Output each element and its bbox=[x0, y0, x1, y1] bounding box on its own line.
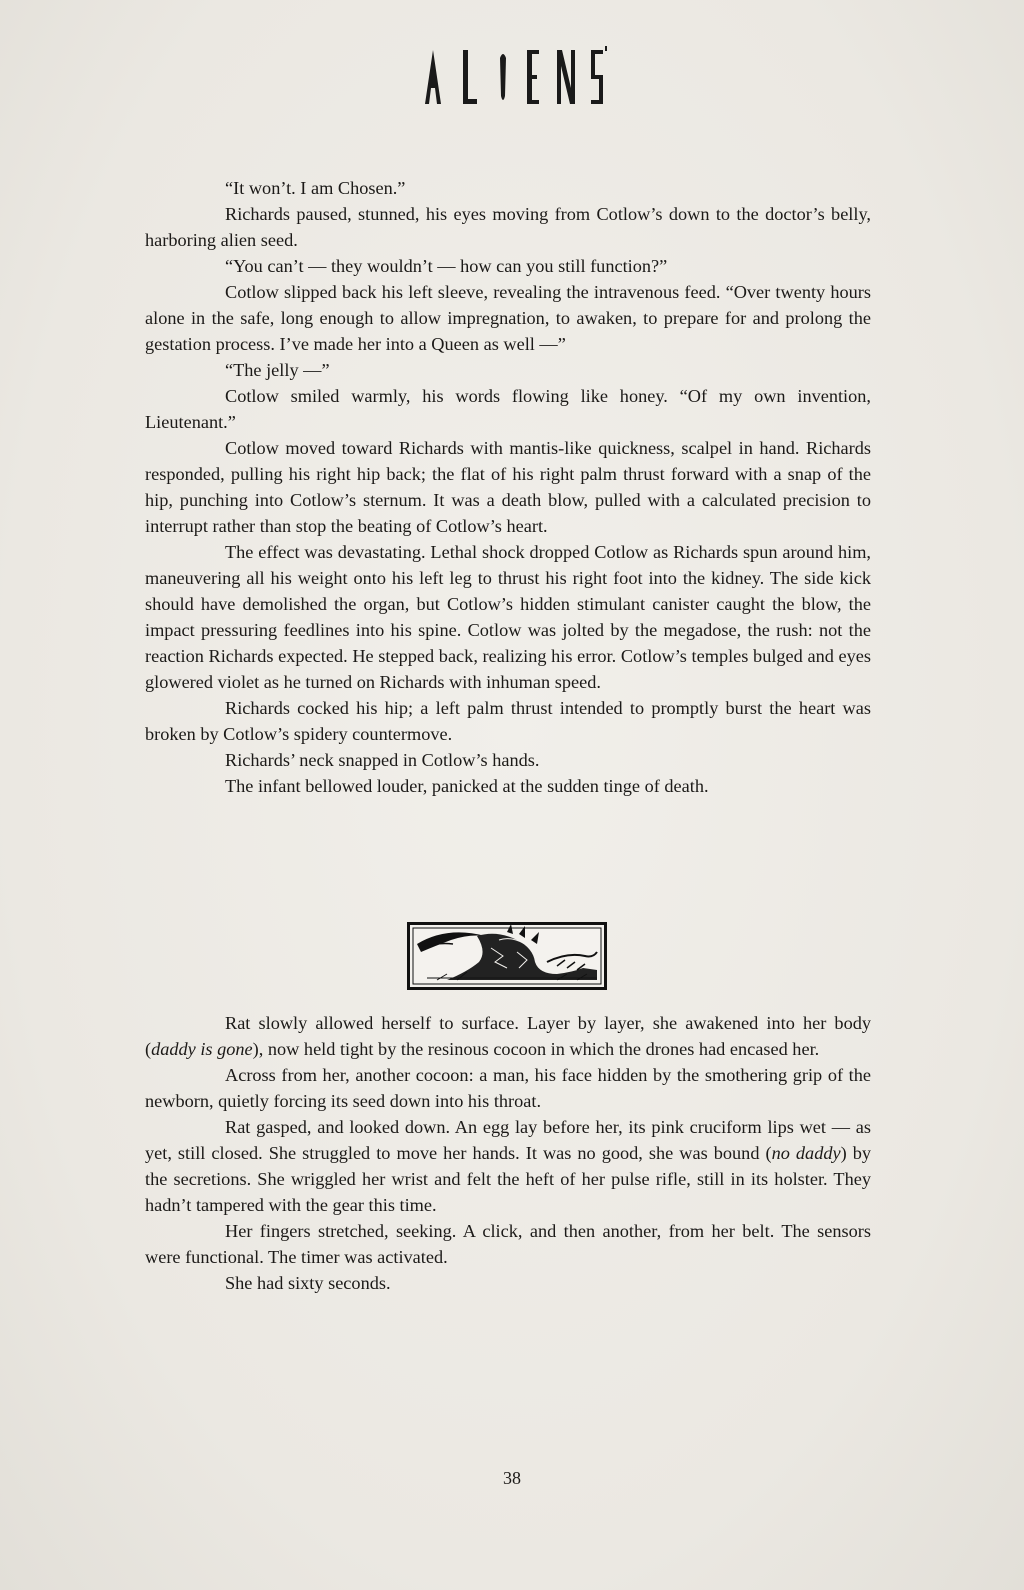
paragraph: “It won’t. I am Chosen.” bbox=[225, 178, 406, 198]
paragraph: She had sixty seconds. bbox=[225, 1273, 391, 1293]
alien-creature-icon bbox=[407, 922, 607, 990]
paragraph: “You can’t — they wouldn’t — how can you still function?” bbox=[225, 256, 668, 276]
paragraph: Cotlow moved toward Richards with mantis-like quickness, scalpel in hand. Richards responded, pulling his right hip back; the flat of his right palm thrust forward with a snap of the hip, punching into Cotlow’s sternum. It was a death blow, pulled with a calculated precision to interrupt rather than stop the beating of Cotlow’s heart. bbox=[145, 438, 871, 536]
paragraph-text: ), now held tight by the resinous cocoon in which the drones had encased her. bbox=[252, 1039, 820, 1059]
section-one-text bbox=[145, 175, 871, 799]
paragraph-text: Rat slowly allowed herself to surface. Layer by layer, she awakened into her body ( bbox=[145, 1013, 871, 1059]
paragraph: Richards’ neck snapped in Cotlow’s hands. bbox=[225, 750, 540, 770]
page-number: 38 bbox=[503, 1468, 521, 1488]
paragraph: The effect was devastating. Lethal shock dropped Cotlow as Richards spun around him, maneuvering all his weight onto his left leg to thrust his right foot into the kidney. The side kick should have demolished the organ, but Cotlow’s hidden stimulant canister caught the blow, the impact pressuring feedlines into his spine. Cotlow was jolted by the megadose, the rush: not the reaction Richards expected. He stepped back, realizing his error. Cotlow’s temples bulged and eyes glowered violet as he turned on Richards with inhuman speed. bbox=[145, 542, 871, 692]
section-two-text bbox=[145, 1010, 871, 1296]
paragraph bbox=[145, 1010, 871, 1062]
italic-text: daddy is gone bbox=[151, 1039, 253, 1059]
paragraph-text: ) by the secretions. She wriggled her wrist and felt the heft of her pulse rifle, still in its holster. They hadn’t tampered with the gear this time. bbox=[145, 1143, 871, 1215]
aliens-logo bbox=[0, 42, 1024, 108]
paragraph bbox=[145, 1114, 871, 1218]
paragraph: Richards cocked his hip; a left palm thrust intended to promptly burst the heart was broken by Cotlow’s spidery countermove. bbox=[145, 698, 871, 744]
paragraph: Cotlow slipped back his left sleeve, revealing the intravenous feed. “Over twenty hours alone in the safe, long enough to allow impregnation, to awaken, to prepare for and prolong the gestation process. I’ve made her into a Queen as well —” bbox=[145, 282, 871, 354]
alien-illustration-divider bbox=[407, 922, 607, 990]
paragraph: “The jelly —” bbox=[225, 360, 330, 380]
paragraph: Richards paused, stunned, his eyes moving from Cotlow’s down to the doctor’s belly, harboring alien seed. bbox=[145, 204, 871, 250]
paragraph: Cotlow smiled warmly, his words flowing like honey. “Of my own invention, Lieutenant.” bbox=[145, 386, 871, 432]
paragraph: Across from her, another cocoon: a man, his face hidden by the smothering grip of the newborn, quietly forcing its seed down into his throat. bbox=[145, 1065, 871, 1111]
paragraph: Her fingers stretched, seeking. A click, and then another, from her belt. The sensors were functional. The timer was activated. bbox=[145, 1221, 871, 1267]
paragraph: The infant bellowed louder, panicked at the sudden tinge of death. bbox=[225, 776, 709, 796]
paragraph-text: Rat gasped, and looked down. An egg lay before her, its pink cruciform lips wet — as yet, still closed. She struggled to move her hands. It was no good, she was bound ( bbox=[145, 1117, 871, 1163]
italic-text: no daddy bbox=[771, 1143, 841, 1163]
aliens-logo-mark bbox=[417, 44, 607, 106]
